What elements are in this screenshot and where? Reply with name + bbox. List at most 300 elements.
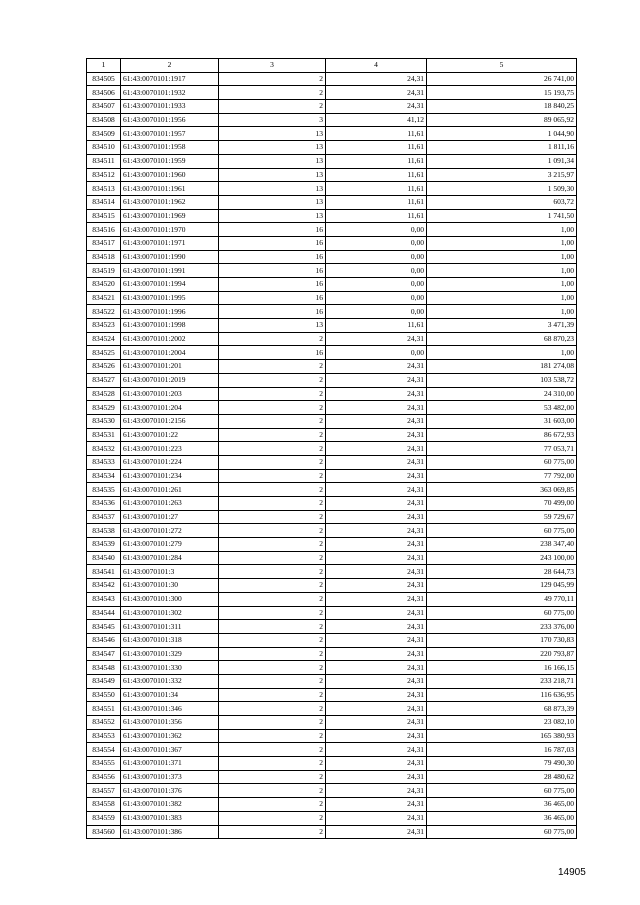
table-row <box>87 757 577 771</box>
table-row <box>87 538 577 552</box>
cadastral-number-cell: 61:43:0070101:376 <box>121 784 219 798</box>
rate-cell: 24,31 <box>326 620 427 634</box>
row-number-cell: 834507 <box>87 100 121 114</box>
cadastral-number-cell: 61:43:0070101:1990 <box>121 250 219 264</box>
cadastral-number-cell: 61:43:0070101:373 <box>121 770 219 784</box>
row-number-cell: 834558 <box>87 798 121 812</box>
rate-cell: 24,31 <box>326 579 427 593</box>
value-cell: 233 218,71 <box>427 674 577 688</box>
row-number-cell: 834548 <box>87 661 121 675</box>
group-code-cell: 2 <box>219 387 326 401</box>
rate-cell: 24,31 <box>326 661 427 675</box>
row-number-cell: 834540 <box>87 551 121 565</box>
row-number-cell: 834555 <box>87 757 121 771</box>
value-cell: 116 636,95 <box>427 688 577 702</box>
table-row <box>87 497 577 511</box>
cadastral-number-cell: 61:43:0070101:22 <box>121 428 219 442</box>
cadastral-number-cell: 61:43:0070101:1917 <box>121 72 219 86</box>
table-row <box>87 387 577 401</box>
group-code-cell: 13 <box>219 127 326 141</box>
rate-cell: 0,00 <box>326 236 427 250</box>
value-cell: 363 069,85 <box>427 483 577 497</box>
row-number-cell: 834542 <box>87 579 121 593</box>
group-code-cell: 16 <box>219 291 326 305</box>
table-row <box>87 291 577 305</box>
row-number-cell: 834508 <box>87 113 121 127</box>
cadastral-number-cell: 61:43:0070101:2002 <box>121 332 219 346</box>
value-cell: 31 603,00 <box>427 414 577 428</box>
group-code-cell: 16 <box>219 278 326 292</box>
value-cell: 68 873,39 <box>427 702 577 716</box>
rate-cell: 11,61 <box>326 168 427 182</box>
table-header-row <box>87 59 577 73</box>
table-row <box>87 688 577 702</box>
table-row <box>87 579 577 593</box>
group-code-cell: 2 <box>219 633 326 647</box>
table-row <box>87 442 577 456</box>
cadastral-number-cell: 61:43:0070101:279 <box>121 538 219 552</box>
value-cell: 3 215,97 <box>427 168 577 182</box>
row-number-cell: 834528 <box>87 387 121 401</box>
rate-cell: 11,61 <box>326 182 427 196</box>
cadastral-number-cell: 61:43:0070101:1962 <box>121 195 219 209</box>
group-code-cell: 2 <box>219 729 326 743</box>
rate-cell: 24,31 <box>326 551 427 565</box>
rate-cell: 41,12 <box>326 113 427 127</box>
row-number-cell: 834553 <box>87 729 121 743</box>
table-row <box>87 551 577 565</box>
group-code-cell: 2 <box>219 661 326 675</box>
table-row <box>87 483 577 497</box>
group-code-cell: 2 <box>219 401 326 415</box>
value-cell: 3 471,39 <box>427 319 577 333</box>
rate-cell: 11,61 <box>326 319 427 333</box>
group-code-cell: 2 <box>219 688 326 702</box>
cadastral-number-cell: 61:43:0070101:386 <box>121 825 219 839</box>
table-row <box>87 236 577 250</box>
table-row <box>87 469 577 483</box>
cadastral-number-cell: 61:43:0070101:204 <box>121 401 219 415</box>
group-code-cell: 16 <box>219 223 326 237</box>
row-number-cell: 834509 <box>87 127 121 141</box>
value-cell: 16 166,15 <box>427 661 577 675</box>
rate-cell: 24,31 <box>326 784 427 798</box>
rate-cell: 24,31 <box>326 72 427 86</box>
rate-cell: 24,31 <box>326 100 427 114</box>
group-code-cell: 2 <box>219 86 326 100</box>
row-number-cell: 834515 <box>87 209 121 223</box>
row-number-cell: 834551 <box>87 702 121 716</box>
cadastral-number-cell: 61:43:0070101:2019 <box>121 373 219 387</box>
value-cell: 28 480,62 <box>427 770 577 784</box>
rate-cell: 24,31 <box>326 798 427 812</box>
row-number-cell: 834519 <box>87 264 121 278</box>
cadastral-number-cell: 61:43:0070101:1969 <box>121 209 219 223</box>
group-code-cell: 2 <box>219 360 326 374</box>
rate-cell: 24,31 <box>326 401 427 415</box>
group-code-cell: 2 <box>219 702 326 716</box>
rate-cell: 0,00 <box>326 291 427 305</box>
value-cell: 60 775,00 <box>427 784 577 798</box>
group-code-cell: 2 <box>219 579 326 593</box>
group-code-cell: 16 <box>219 264 326 278</box>
rate-cell: 24,31 <box>326 757 427 771</box>
group-code-cell: 2 <box>219 551 326 565</box>
row-number-cell: 834535 <box>87 483 121 497</box>
group-code-cell: 2 <box>219 332 326 346</box>
cadastral-number-cell: 61:43:0070101:284 <box>121 551 219 565</box>
rate-cell: 24,31 <box>326 743 427 757</box>
group-code-cell: 2 <box>219 825 326 839</box>
group-code-cell: 13 <box>219 168 326 182</box>
cadastral-number-cell: 61:43:0070101:1933 <box>121 100 219 114</box>
value-cell: 1 091,34 <box>427 154 577 168</box>
rate-cell: 24,31 <box>326 86 427 100</box>
rate-cell: 0,00 <box>326 223 427 237</box>
row-number-cell: 834511 <box>87 154 121 168</box>
table-row <box>87 401 577 415</box>
row-number-cell: 834516 <box>87 223 121 237</box>
table-row <box>87 743 577 757</box>
cadastral-number-cell: 61:43:0070101:1932 <box>121 86 219 100</box>
cadastral-number-cell: 61:43:0070101:3 <box>121 565 219 579</box>
table-row <box>87 305 577 319</box>
cadastral-number-cell: 61:43:0070101:2156 <box>121 414 219 428</box>
value-cell: 16 787,03 <box>427 743 577 757</box>
group-code-cell: 16 <box>219 346 326 360</box>
group-code-cell: 2 <box>219 647 326 661</box>
value-cell: 238 347,40 <box>427 538 577 552</box>
row-number-cell: 834538 <box>87 524 121 538</box>
table-row <box>87 729 577 743</box>
table-row <box>87 264 577 278</box>
value-cell: 60 775,00 <box>427 606 577 620</box>
cadastral-number-cell: 61:43:0070101:234 <box>121 469 219 483</box>
group-code-cell: 13 <box>219 154 326 168</box>
table-row <box>87 770 577 784</box>
cadastral-number-cell: 61:43:0070101:1959 <box>121 154 219 168</box>
value-cell: 129 045,99 <box>427 579 577 593</box>
group-code-cell: 2 <box>219 524 326 538</box>
rate-cell: 0,00 <box>326 346 427 360</box>
group-code-cell: 2 <box>219 674 326 688</box>
rate-cell: 24,31 <box>326 524 427 538</box>
value-cell: 603,72 <box>427 195 577 209</box>
group-code-cell: 2 <box>219 620 326 634</box>
table-row <box>87 250 577 264</box>
rate-cell: 24,31 <box>326 647 427 661</box>
rate-cell: 0,00 <box>326 250 427 264</box>
row-number-cell: 834525 <box>87 346 121 360</box>
table-row <box>87 127 577 141</box>
row-number-cell: 834524 <box>87 332 121 346</box>
table-row <box>87 510 577 524</box>
row-number-cell: 834505 <box>87 72 121 86</box>
group-code-cell: 2 <box>219 565 326 579</box>
group-code-cell: 2 <box>219 743 326 757</box>
table-row <box>87 455 577 469</box>
row-number-cell: 834531 <box>87 428 121 442</box>
value-cell: 60 775,00 <box>427 455 577 469</box>
row-number-cell: 834517 <box>87 236 121 250</box>
cadastral-number-cell: 61:43:0070101:263 <box>121 497 219 511</box>
group-code-cell: 2 <box>219 428 326 442</box>
table-row <box>87 565 577 579</box>
value-cell: 77 053,71 <box>427 442 577 456</box>
row-number-cell: 834513 <box>87 182 121 196</box>
group-code-cell: 2 <box>219 784 326 798</box>
rate-cell: 24,31 <box>326 565 427 579</box>
row-number-cell: 834521 <box>87 291 121 305</box>
value-cell: 1,00 <box>427 291 577 305</box>
rate-cell: 0,00 <box>326 264 427 278</box>
cadastral-number-cell: 61:43:0070101:1998 <box>121 319 219 333</box>
column-header-1: 1 <box>87 59 121 73</box>
group-code-cell: 2 <box>219 469 326 483</box>
group-code-cell: 2 <box>219 592 326 606</box>
row-number-cell: 834522 <box>87 305 121 319</box>
group-code-cell: 2 <box>219 757 326 771</box>
rate-cell: 24,31 <box>326 633 427 647</box>
value-cell: 24 310,00 <box>427 387 577 401</box>
table-row <box>87 798 577 812</box>
cadastral-number-cell: 61:43:0070101:2004 <box>121 346 219 360</box>
rate-cell: 24,31 <box>326 702 427 716</box>
rate-cell: 24,31 <box>326 592 427 606</box>
rate-cell: 24,31 <box>326 606 427 620</box>
group-code-cell: 2 <box>219 798 326 812</box>
row-number-cell: 834523 <box>87 319 121 333</box>
row-number-cell: 834520 <box>87 278 121 292</box>
value-cell: 36 465,00 <box>427 811 577 825</box>
table-row <box>87 633 577 647</box>
rate-cell: 24,31 <box>326 716 427 730</box>
cadastral-number-cell: 61:43:0070101:1971 <box>121 236 219 250</box>
rate-cell: 0,00 <box>326 278 427 292</box>
cadastral-number-cell: 61:43:0070101:224 <box>121 455 219 469</box>
group-code-cell: 16 <box>219 236 326 250</box>
value-cell: 68 870,23 <box>427 332 577 346</box>
value-cell: 233 376,00 <box>427 620 577 634</box>
row-number-cell: 834518 <box>87 250 121 264</box>
row-number-cell: 834527 <box>87 373 121 387</box>
cadastral-number-cell: 61:43:0070101:302 <box>121 606 219 620</box>
row-number-cell: 834554 <box>87 743 121 757</box>
group-code-cell: 13 <box>219 182 326 196</box>
cadastral-number-cell: 61:43:0070101:346 <box>121 702 219 716</box>
group-code-cell: 16 <box>219 250 326 264</box>
rate-cell: 24,31 <box>326 729 427 743</box>
table-row <box>87 414 577 428</box>
row-number-cell: 834539 <box>87 538 121 552</box>
table-row <box>87 332 577 346</box>
row-number-cell: 834514 <box>87 195 121 209</box>
page-number: 14905 <box>558 867 586 878</box>
rate-cell: 24,31 <box>326 825 427 839</box>
row-number-cell: 834537 <box>87 510 121 524</box>
value-cell: 60 775,00 <box>427 524 577 538</box>
cadastral-number-cell: 61:43:0070101:330 <box>121 661 219 675</box>
cadastral-number-cell: 61:43:0070101:371 <box>121 757 219 771</box>
row-number-cell: 834547 <box>87 647 121 661</box>
value-cell: 49 770,11 <box>427 592 577 606</box>
cadastral-number-cell: 61:43:0070101:1961 <box>121 182 219 196</box>
table-row <box>87 524 577 538</box>
group-code-cell: 2 <box>219 72 326 86</box>
cadastral-number-cell: 61:43:0070101:311 <box>121 620 219 634</box>
row-number-cell: 834556 <box>87 770 121 784</box>
cadastral-number-cell: 61:43:0070101:329 <box>121 647 219 661</box>
table-row <box>87 647 577 661</box>
value-cell: 86 672,93 <box>427 428 577 442</box>
table-row <box>87 606 577 620</box>
value-cell: 60 775,00 <box>427 825 577 839</box>
row-number-cell: 834560 <box>87 825 121 839</box>
cadastral-number-cell: 61:43:0070101:382 <box>121 798 219 812</box>
value-cell: 1 741,50 <box>427 209 577 223</box>
row-number-cell: 834526 <box>87 360 121 374</box>
row-number-cell: 834541 <box>87 565 121 579</box>
value-cell: 1,00 <box>427 250 577 264</box>
group-code-cell: 2 <box>219 716 326 730</box>
row-number-cell: 834559 <box>87 811 121 825</box>
rate-cell: 11,61 <box>326 154 427 168</box>
row-number-cell: 834512 <box>87 168 121 182</box>
row-number-cell: 834544 <box>87 606 121 620</box>
rate-cell: 24,31 <box>326 483 427 497</box>
group-code-cell: 2 <box>219 373 326 387</box>
rate-cell: 11,61 <box>326 195 427 209</box>
table-row <box>87 373 577 387</box>
rate-cell: 24,31 <box>326 373 427 387</box>
data-table <box>86 58 577 839</box>
table-row <box>87 702 577 716</box>
value-cell: 181 274,08 <box>427 360 577 374</box>
rate-cell: 24,31 <box>326 414 427 428</box>
table-row <box>87 209 577 223</box>
cadastral-number-cell: 61:43:0070101:223 <box>121 442 219 456</box>
cadastral-number-cell: 61:43:0070101:1970 <box>121 223 219 237</box>
cadastral-number-cell: 61:43:0070101:300 <box>121 592 219 606</box>
group-code-cell: 2 <box>219 100 326 114</box>
rate-cell: 24,31 <box>326 497 427 511</box>
cadastral-number-cell: 61:43:0070101:1958 <box>121 141 219 155</box>
row-number-cell: 834506 <box>87 86 121 100</box>
value-cell: 18 840,25 <box>427 100 577 114</box>
group-code-cell: 13 <box>219 209 326 223</box>
table-row <box>87 360 577 374</box>
group-code-cell: 13 <box>219 141 326 155</box>
value-cell: 1 811,16 <box>427 141 577 155</box>
rate-cell: 24,31 <box>326 332 427 346</box>
value-cell: 1,00 <box>427 278 577 292</box>
cadastral-number-cell: 61:43:0070101:367 <box>121 743 219 757</box>
table-row <box>87 661 577 675</box>
value-cell: 23 082,10 <box>427 716 577 730</box>
value-cell: 1 509,30 <box>427 182 577 196</box>
cadastral-number-cell: 61:43:0070101:1957 <box>121 127 219 141</box>
cadastral-number-cell: 61:43:0070101:261 <box>121 483 219 497</box>
rate-cell: 11,61 <box>326 209 427 223</box>
rate-cell: 24,31 <box>326 360 427 374</box>
value-cell: 1 044,90 <box>427 127 577 141</box>
row-number-cell: 834536 <box>87 497 121 511</box>
cadastral-number-cell: 61:43:0070101:34 <box>121 688 219 702</box>
table-row <box>87 86 577 100</box>
group-code-cell: 2 <box>219 442 326 456</box>
table-row <box>87 716 577 730</box>
rate-cell: 24,31 <box>326 538 427 552</box>
group-code-cell: 2 <box>219 455 326 469</box>
row-number-cell: 834530 <box>87 414 121 428</box>
table-row <box>87 319 577 333</box>
rate-cell: 24,31 <box>326 428 427 442</box>
rate-cell: 24,31 <box>326 442 427 456</box>
cadastral-number-cell: 61:43:0070101:332 <box>121 674 219 688</box>
rate-cell: 24,31 <box>326 770 427 784</box>
group-code-cell: 2 <box>219 414 326 428</box>
value-cell: 79 490,30 <box>427 757 577 771</box>
value-cell: 220 793,87 <box>427 647 577 661</box>
table-row <box>87 168 577 182</box>
cadastral-number-cell: 61:43:0070101:1995 <box>121 291 219 305</box>
column-header-2: 2 <box>121 59 219 73</box>
table-row <box>87 674 577 688</box>
table-row <box>87 811 577 825</box>
rate-cell: 24,31 <box>326 469 427 483</box>
table-row <box>87 223 577 237</box>
cadastral-number-cell: 61:43:0070101:356 <box>121 716 219 730</box>
rate-cell: 24,31 <box>326 688 427 702</box>
row-number-cell: 834552 <box>87 716 121 730</box>
value-cell: 103 538,72 <box>427 373 577 387</box>
group-code-cell: 2 <box>219 483 326 497</box>
row-number-cell: 834510 <box>87 141 121 155</box>
row-number-cell: 834543 <box>87 592 121 606</box>
cadastral-number-cell: 61:43:0070101:201 <box>121 360 219 374</box>
value-cell: 70 499,00 <box>427 497 577 511</box>
row-number-cell: 834557 <box>87 784 121 798</box>
table-row <box>87 346 577 360</box>
cadastral-number-cell: 61:43:0070101:30 <box>121 579 219 593</box>
table-row <box>87 113 577 127</box>
value-cell: 77 792,00 <box>427 469 577 483</box>
row-number-cell: 834529 <box>87 401 121 415</box>
column-header-4: 4 <box>326 59 427 73</box>
value-cell: 1,00 <box>427 305 577 319</box>
table-row <box>87 278 577 292</box>
group-code-cell: 2 <box>219 770 326 784</box>
group-code-cell: 3 <box>219 113 326 127</box>
table-row <box>87 784 577 798</box>
value-cell: 1,00 <box>427 223 577 237</box>
group-code-cell: 2 <box>219 811 326 825</box>
cadastral-number-cell: 61:43:0070101:272 <box>121 524 219 538</box>
value-cell: 170 730,83 <box>427 633 577 647</box>
cadastral-number-cell: 61:43:0070101:362 <box>121 729 219 743</box>
row-number-cell: 834546 <box>87 633 121 647</box>
group-code-cell: 13 <box>219 195 326 209</box>
group-code-cell: 2 <box>219 606 326 620</box>
table-row <box>87 141 577 155</box>
group-code-cell: 2 <box>219 497 326 511</box>
rate-cell: 11,61 <box>326 141 427 155</box>
cadastral-number-cell: 61:43:0070101:203 <box>121 387 219 401</box>
table-body <box>87 72 577 839</box>
cadastral-number-cell: 61:43:0070101:1956 <box>121 113 219 127</box>
group-code-cell: 2 <box>219 510 326 524</box>
group-code-cell: 13 <box>219 319 326 333</box>
